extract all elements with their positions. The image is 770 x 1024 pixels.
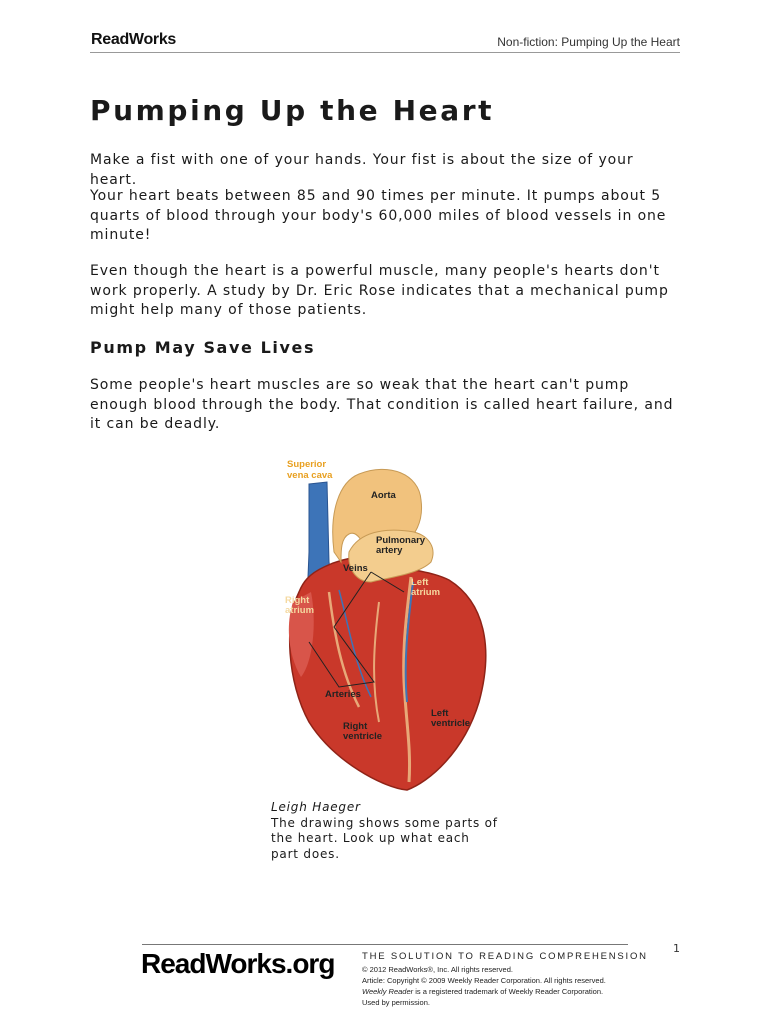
label-arteries: Arteries bbox=[325, 689, 361, 700]
footer-tagline: THE SOLUTION TO READING COMPREHENSION bbox=[362, 951, 648, 962]
label-left-ventricle-2: ventricle bbox=[431, 718, 471, 729]
trademark-name: Weekly Reader bbox=[362, 987, 414, 996]
header-divider bbox=[90, 52, 680, 53]
footer-copyright: © 2012 ReadWorks®, Inc. All rights reserved. bbox=[362, 965, 513, 974]
subheading: Pump May Save Lives bbox=[90, 338, 316, 357]
heart-diagram bbox=[279, 452, 504, 792]
page-number: 1 bbox=[673, 942, 680, 955]
trademark-rest: is a registered trademark of Weekly Reader Corporation. bbox=[413, 987, 604, 996]
label-left-ventricle: Left bbox=[431, 708, 449, 719]
label-left-atrium: Left bbox=[411, 577, 429, 588]
label-superior-vena-cava: Superior bbox=[287, 459, 327, 470]
label-left-atrium-2: atrium bbox=[411, 587, 441, 598]
footer-permission: Used by permission. bbox=[362, 998, 430, 1007]
paragraph-4: Some people's heart muscles are so weak that the heart can't pump enough blood through the body. That condition is called heart failure, and it can be deadly. bbox=[90, 377, 674, 432]
figure-caption bbox=[271, 800, 501, 862]
caption-text: The drawing shows some parts of the heart. Look up what each part does. bbox=[271, 815, 498, 861]
label-veins: Veins bbox=[343, 563, 368, 574]
readworks-logo: ReadWorks bbox=[91, 31, 177, 48]
heart-illustration bbox=[279, 452, 504, 792]
image-credit: Leigh Haeger bbox=[271, 800, 361, 814]
label-right-atrium: Right bbox=[285, 595, 310, 606]
label-right-ventricle-2: ventricle bbox=[343, 731, 383, 742]
paragraph-1: Make a fist with one of your hands. Your fist is about the size of your heart. bbox=[90, 152, 634, 188]
footer-article-copyright: Article: Copyright © 2009 Weekly Reader Corporation. All rights reserved. bbox=[362, 976, 606, 985]
label-right-ventricle: Right bbox=[343, 721, 368, 732]
label-superior-vena-cava-2: vena cava bbox=[287, 470, 333, 481]
footer-divider bbox=[142, 944, 628, 945]
label-aorta: Aorta bbox=[371, 490, 396, 501]
footer-trademark bbox=[362, 987, 603, 996]
article-title: Pumping Up the Heart bbox=[90, 94, 495, 127]
label-pulmonary-artery-2: artery bbox=[376, 545, 403, 556]
label-pulmonary-artery: Pulmonary bbox=[376, 535, 426, 546]
section-title: Non-fiction: Pumping Up the Heart bbox=[497, 35, 680, 49]
paragraph-2: Your heart beats between 85 and 90 times per minute. It pumps about 5 quarts of blood through your body's 60,000 miles of blood vessels in one minute! bbox=[90, 188, 667, 243]
heart-muscle-shape bbox=[290, 557, 486, 790]
footer-logo: ReadWorks.org bbox=[141, 948, 335, 979]
label-right-atrium-2: atrium bbox=[285, 605, 315, 616]
paragraph-3: Even though the heart is a powerful muscle, many people's hearts don't work properly. A study by Dr. Eric Rose indicates that a mechanical pump might help many of those patients. bbox=[90, 263, 669, 318]
